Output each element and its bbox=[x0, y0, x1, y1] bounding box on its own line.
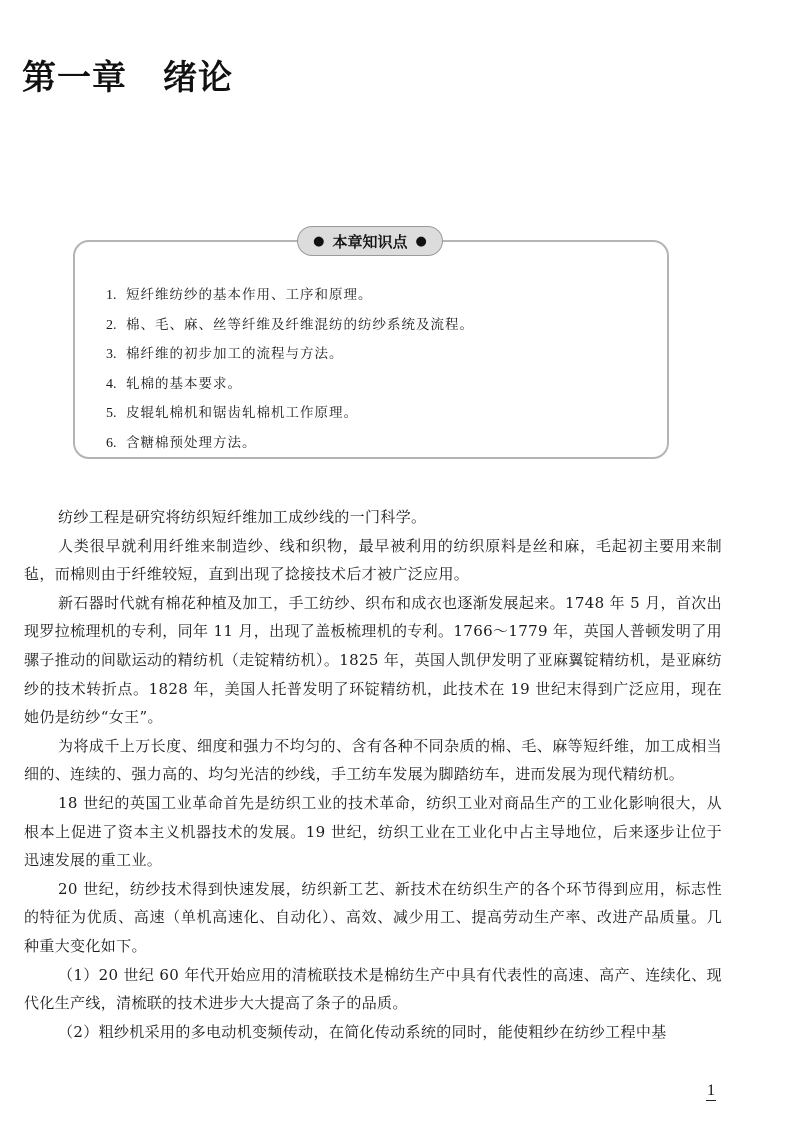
knowledge-point-text: 轧棉的基本要求。 bbox=[126, 375, 242, 392]
knowledge-points-header bbox=[297, 226, 443, 256]
knowledge-point-text: 短纤维纺纱的基本作用、工序和原理。 bbox=[126, 287, 373, 303]
knowledge-points-list bbox=[106, 281, 646, 458]
paragraph: 20 世纪，纺纱技术得到快速发展，纺织新工艺、新技术在纺织生产的各个环节得到应用，标志性的特征为优质、高速（单机高速化、自动化）、高效、减少用工、提高劳动生产率、改进产品质量。几种重大变化如下。 bbox=[24, 879, 722, 955]
bullet-dot-icon: ● bbox=[415, 233, 427, 249]
knowledge-point-number: 5. bbox=[106, 406, 117, 421]
knowledge-points-title: 本章知识点 bbox=[332, 232, 408, 251]
chapter-title bbox=[22, 50, 233, 99]
knowledge-point-item bbox=[106, 340, 646, 370]
paragraph: （2）粗纱机采用的多电动机变频传动，在简化传动系统的同时，能使粗纱在纺纱工程中基 bbox=[58, 1022, 667, 1041]
paragraph: 18 世纪的英国工业革命首先是纺织工业的技术革命，纺织工业对商品生产的工业化影响很大，从根本上促进了资本主义机器技术的发展。19 世纪，纺织工业在工业化中占主导地位，后来逐步让位于迅速发展的重工业。 bbox=[24, 793, 722, 870]
paragraph: 为将成千上万长度、细度和强力不均匀的、含有各种不同杂质的棉、毛、麻等短纤维，加工成相当细的、连续的、强力高的、均匀光洁的纱线，手工纺车发展为脚踏纺车，进而发展为现代精纺机。 bbox=[24, 736, 722, 784]
chapter-number: 第一章 bbox=[22, 58, 127, 98]
knowledge-point-number: 4. bbox=[106, 376, 117, 392]
knowledge-point-number: 3. bbox=[106, 347, 117, 362]
knowledge-point-number: 2. bbox=[106, 317, 117, 333]
knowledge-point-item bbox=[106, 399, 646, 429]
body-text bbox=[24, 503, 722, 1046]
paragraph: 纺纱工程是研究将纺织短纤维加工成纱线的一门科学。 bbox=[58, 508, 427, 526]
knowledge-point-item bbox=[106, 429, 646, 459]
knowledge-point-text: 棉、毛、麻、丝等纤维及纤维混纺的纺纱系统及流程。 bbox=[126, 316, 474, 333]
knowledge-point-item bbox=[106, 311, 646, 341]
paragraph: 新石器时代就有棉花种植及加工，手工纺纱、织布和成衣也逐渐发展起来。1748 年 5 月，首次出现罗拉梳理机的专利，同年 11 月，出现了盖板梳理机的专利。1766～1779 年，英国人普顿发明了用骡子推动的间歇运动的精纺机（走锭精纺机）。1825 年，英国人凯伊发明了亚麻翼锭精纺机，是亚麻纺纱的技术转折点。1828 年，美国人托普发明了环锭精纺机，此技术在 19 世纪末得到广泛应用，现在她仍是纺纱“女王”。 bbox=[24, 593, 722, 727]
knowledge-point-text: 棉纤维的初步加工的流程与方法。 bbox=[126, 346, 344, 362]
chapter-name: 绪论 bbox=[163, 58, 233, 98]
paragraph: 人类很早就利用纤维来制造纱、线和织物，最早被利用的纺织原料是丝和麻，毛起初主要用来制毡，而棉则由于纤维较短，直到出现了捻接技术后才被广泛应用。 bbox=[24, 536, 722, 584]
paragraph: （1）20 世纪 60 年代开始应用的清梳联技术是棉纺生产中具有代表性的高速、高产、连续化、现代化生产线，清梳联的技术进步大大提高了条子的品质。 bbox=[24, 965, 722, 1013]
knowledge-point-item bbox=[106, 370, 646, 400]
page-number: 1 bbox=[707, 1082, 715, 1099]
knowledge-point-item bbox=[106, 281, 646, 311]
bullet-dot-icon: ● bbox=[313, 233, 325, 249]
knowledge-point-text: 皮辊轧棉机和锯齿轧棉机工作原理。 bbox=[126, 405, 358, 421]
knowledge-point-number: 6. bbox=[106, 435, 117, 451]
knowledge-point-text: 含糖棉预处理方法。 bbox=[126, 434, 257, 451]
knowledge-point-number: 1. bbox=[106, 288, 117, 303]
